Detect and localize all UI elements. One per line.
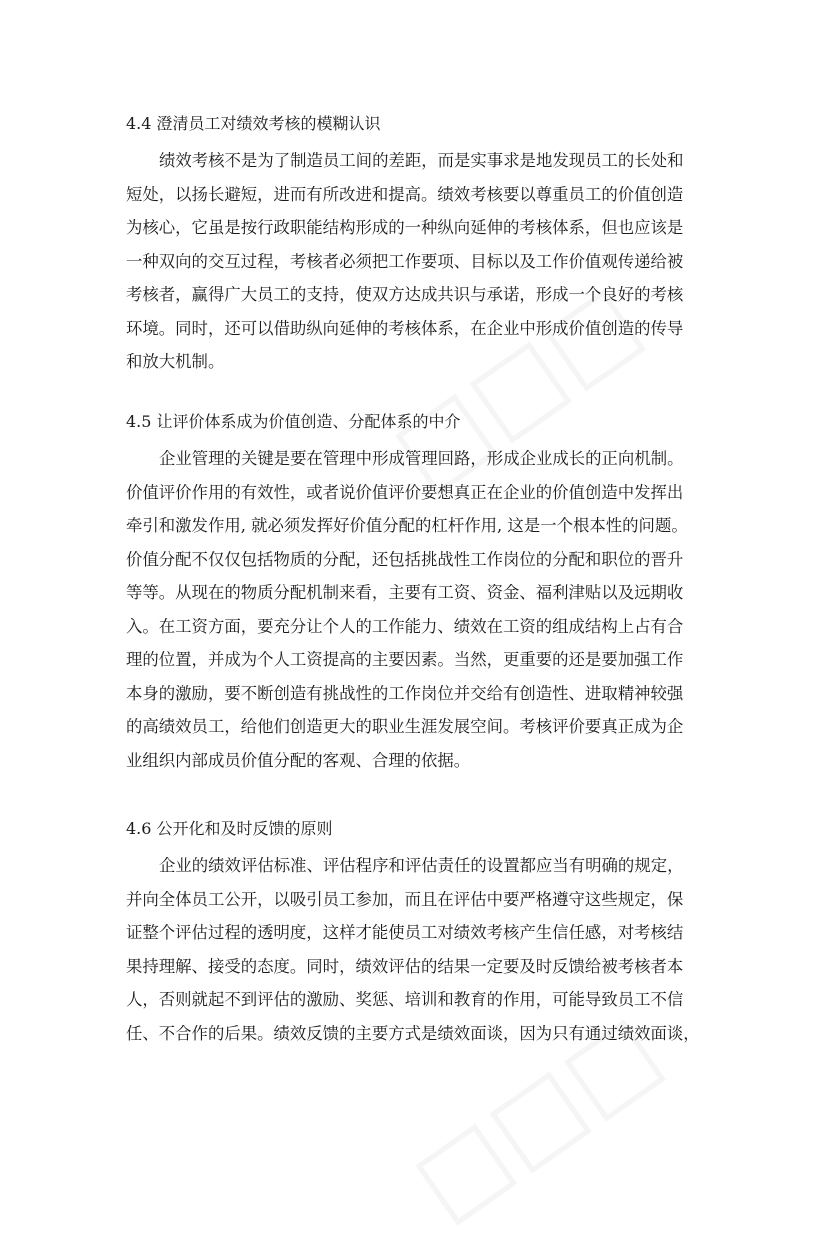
paragraph-line: 企业管理的关键是要在管理中形成管理回路，形成企业成长的正向机制。 [159,449,684,468]
paragraph-line: 并向全体员工公开，以吸引员工参加，而且在评估中要严格遵守这些规定，保 [126,889,684,909]
paragraph-line: 和放大机制。 [126,352,225,371]
paragraph-line: 证整个评估过程的透明度，这样才能使员工对绩效考核产生信任感，对考核结 [126,923,684,942]
paragraph-line: 理的位置，并成为个人工资提高的主要因素。当然，更重要的还是要加强工作 [126,650,684,669]
paragraph-line: 为核心，它虽是按行政职能结构形成的一种纵向延伸的考核体系，但也应该是 [126,218,684,237]
paragraph-line: 价值分配不仅仅包括物质的分配，还包括挑战性工作岗位的分配和职位的晋升 [126,549,684,569]
section-4-5 [126,410,706,777]
paragraph-line: 短处，以扬长避短，进而有所改进和提高。绩效考核要以尊重员工的价值创造 [126,184,684,204]
paragraph-line: 人，否则就起不到评估的激励、奖惩、培训和教育的作用，可能导致员工不信 [126,990,684,1009]
paragraph-line: 绩效考核不是为了制造员工间的差距，而是实事求是地发现员工的长处和 [159,151,684,170]
paragraph-line: 考核者，赢得广大员工的支持，使双方达成共识与承诺，形成一个良好的考核 [126,285,684,304]
paragraph-line: 环境。同时，还可以借助纵向延伸的考核体系，在企业中形成价值创造的传导 [126,318,684,338]
section-heading: 4.5 让评价体系成为价值创造、分配体系的中介 [126,412,461,431]
paragraph-line: 一种双向的交互过程，考核者必须把工作要项、目标以及工作价值观传递给被 [126,251,684,271]
section-paragraph [126,144,706,379]
section-4-4 [126,112,706,379]
section-heading: 4.6 公开化和及时反馈的原则 [126,819,333,838]
paragraph-line: 入。在工资方面，要充分让个人的工作能力、绩效在工资的组成结构上占有合 [126,616,684,636]
section-heading: 4.4 澄清员工对绩效考核的模糊认识 [126,114,381,133]
section-paragraph [126,849,706,1050]
section-4-6 [126,817,706,1050]
paragraph-line: 企业的绩效评估标准、评估程序和评估责任的设置都应当有明确的规定， [159,856,684,875]
paragraph-line: 牵引和激发作用, 就必须发挥好价值分配的杠杆作用, 这是一个根本性的问题。 [126,516,688,535]
paragraph-line: 本身的激励，要不断创造有挑战性的工作岗位并交给有创造性、进取精神较强 [126,683,684,703]
paragraph-line: 价值评价作用的有效性，或者说价值评价要想真正在企业的价值创造中发挥出 [126,482,684,502]
paragraph-line: 业组织内部成员价值分配的客观、合理的依据。 [126,750,471,770]
paragraph-line: 等等。从现在的物质分配机制来看，主要有工资、资金、福利津贴以及远期收 [126,583,684,602]
section-paragraph [126,442,706,777]
paragraph-line: 任、不合作的后果。绩效反馈的主要方式是绩效面谈，因为只有通过绩效面谈， [126,1023,700,1043]
paragraph-line: 的高绩效员工，给他们创造更大的职业生涯发展空间。考核评价要真正成为企 [126,717,684,736]
paragraph-line: 果持理解、接受的态度。同时，绩效评估的结果一定要及时反馈给被考核者本 [126,956,684,976]
